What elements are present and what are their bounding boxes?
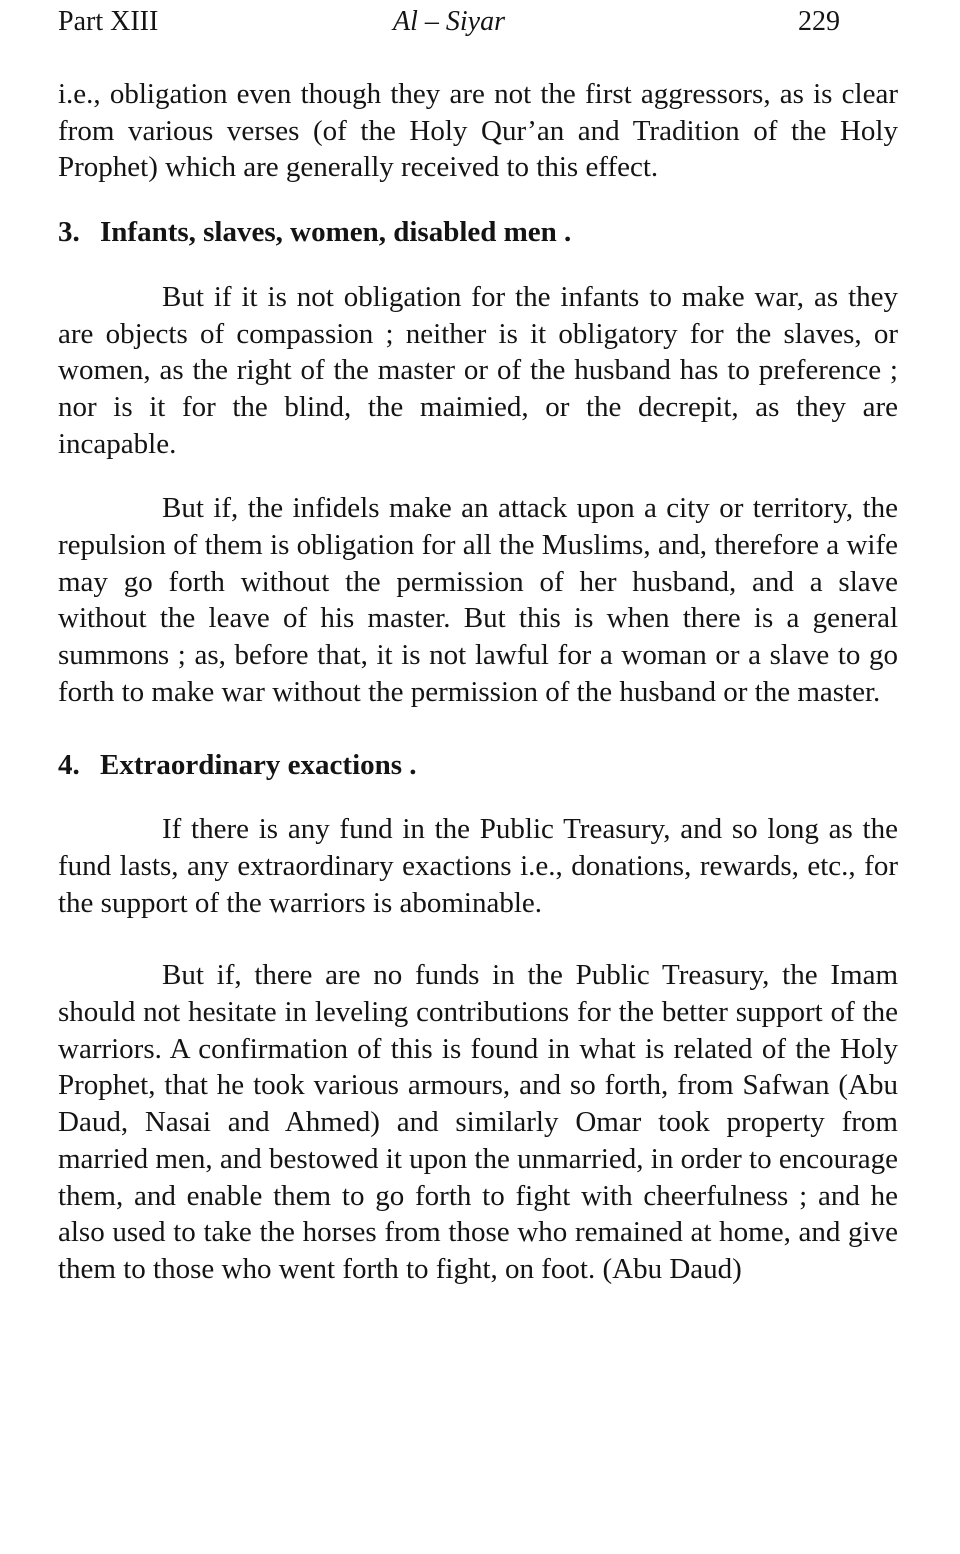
section-3-heading bbox=[58, 214, 898, 251]
intro-paragraph: i.e., obligation even though they are not the first aggressors, as is clear from various verses (of the Holy Qur’an and Tradition of the Holy Prophet) which are generally received to this effect. bbox=[58, 78, 898, 184]
section-4-title: Extraordinary exactions . bbox=[100, 748, 417, 781]
running-header bbox=[58, 4, 840, 44]
section-4-paragraph-2: But if, there are no funds in the Public Treasury, the Imam should not hesitate in leveling contributions for the better support of the warriors. A confirmation of this is found in what is related of the Holy Prophet, that he took various armours, and so forth, from Safwan (Abu Daud, Nasai and Ahmed) and similarly Omar took property from married men, and bestowed it upon the unmarried, in order to encourage them, and enable them to go forth to fight with cheerfulness ; and he also used to take the horses from those who remained at home, and give them to those who went forth to fight, on foot. (Abu Daud) bbox=[58, 959, 898, 1285]
page-body bbox=[58, 76, 898, 1288]
section-3-number: 3. bbox=[58, 216, 80, 249]
section-4-heading bbox=[58, 747, 898, 784]
header-chapter-title: Al – Siyar bbox=[393, 6, 505, 37]
section-4-paragraph-1: If there is any fund in the Public Treasury, and so long as the fund lasts, any extraordinary exactions i.e., donations, rewards, etc., for the support of the warriors is abominable. bbox=[58, 813, 898, 919]
header-part-label: Part XIII bbox=[58, 6, 159, 37]
section-3-title: Infants, slaves, women, disabled men . bbox=[100, 216, 572, 249]
section-4-number: 4. bbox=[58, 748, 80, 781]
section-3-paragraph-2: But if, the infidels make an attack upon a city or territory, the repulsion of them is obligation for all the Muslims, and, therefore a wife may go forth without the permission of her husband, and a slave without the leave of his master. But this is when there is a general summons ; as, before that, it is not lawful for a woman or a slave to go forth to make war without the permission of the husband or the master. bbox=[58, 492, 898, 708]
header-page-number: 229 bbox=[798, 6, 840, 37]
section-3-paragraph-1: But if it is not obligation for the infants to make war, as they are objects of compassion ; neither is it obligatory for the slaves, or women, as the right of the master or of the husband has to preference ; nor is it for the blind, the maimied, or the decrepit, as they are incapable. bbox=[58, 280, 898, 460]
